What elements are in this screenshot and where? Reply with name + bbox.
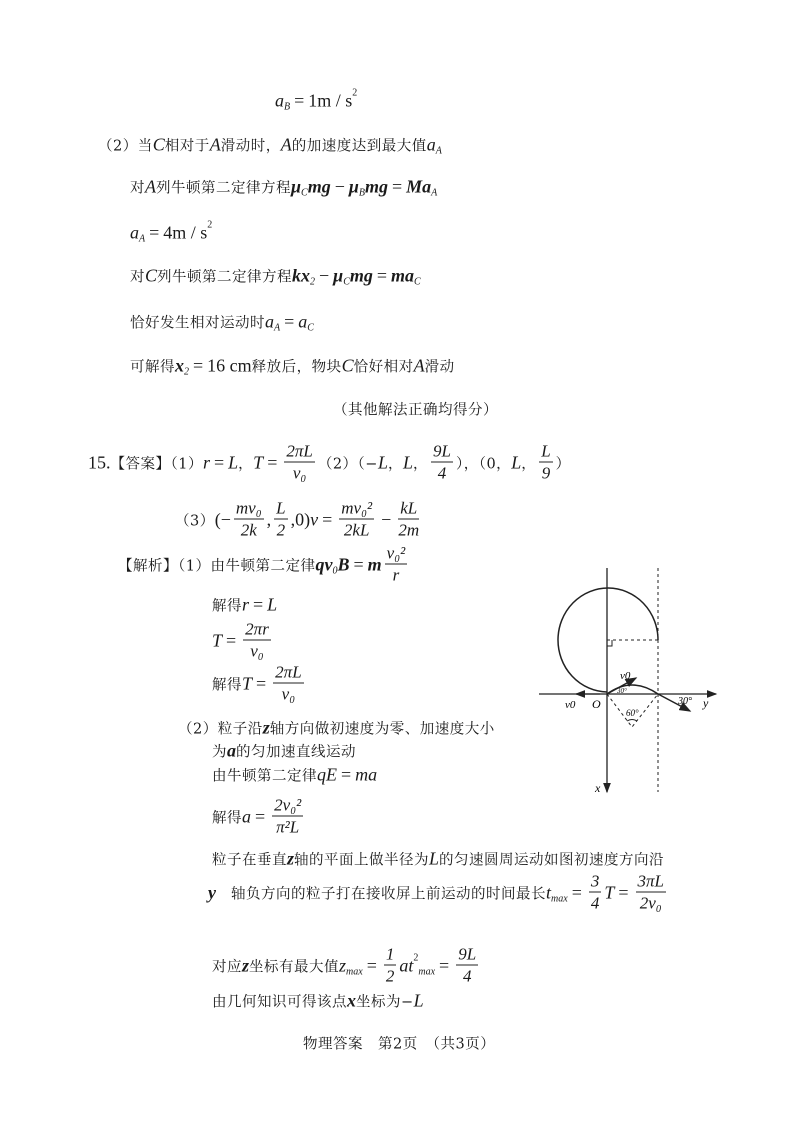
- math: A: [209, 134, 221, 155]
- math: −: [381, 509, 392, 530]
- math: a: [242, 806, 251, 827]
- text: ，: [387, 456, 403, 473]
- math: L: [413, 990, 424, 1011]
- math: kx: [292, 265, 311, 286]
- math: Ma: [406, 176, 432, 197]
- math: z: [287, 848, 295, 869]
- denominator: 2m: [398, 520, 420, 540]
- math: μ: [291, 176, 302, 197]
- math: −: [319, 265, 330, 286]
- math: 16 cm: [207, 355, 252, 376]
- math: at: [399, 955, 414, 976]
- text: （2）（−: [317, 456, 378, 473]
- text: 轴方向做初速度为零、加速度大小: [269, 721, 495, 738]
- math: max: [418, 966, 436, 978]
- math: C: [145, 265, 158, 286]
- text: 列牛顿第二定律方程: [157, 269, 293, 286]
- text: ）: [555, 456, 571, 473]
- math: a: [298, 311, 308, 332]
- text: 由几何知识可得该点: [212, 994, 347, 1011]
- text: 的加速度达到最大值: [291, 138, 427, 155]
- denominator: 4: [462, 966, 472, 986]
- text: 恰好相对: [353, 359, 414, 376]
- math: ma: [355, 764, 378, 785]
- math: =: [376, 265, 388, 286]
- text: 滑动: [424, 359, 455, 376]
- text: 对: [130, 269, 145, 286]
- text: ，: [521, 456, 537, 473]
- math: T: [242, 673, 253, 694]
- angle-60-label: 60°: [626, 708, 639, 718]
- text: 由牛顿第二定律: [212, 768, 317, 785]
- denominator: 4: [590, 893, 600, 913]
- math: 4m / s: [163, 222, 208, 243]
- math: L: [402, 452, 413, 473]
- math: x: [175, 355, 184, 376]
- math: C: [341, 355, 354, 376]
- math: A: [435, 145, 442, 157]
- math: m: [367, 554, 382, 575]
- angle-30-label-left: 30°: [617, 687, 627, 695]
- math: =: [256, 673, 267, 694]
- math: 2: [184, 366, 189, 378]
- math: x: [347, 990, 356, 1011]
- denominator: 2v₀: [639, 893, 662, 913]
- math: A: [274, 322, 281, 334]
- math: C: [414, 276, 421, 288]
- math: T: [604, 882, 615, 903]
- math: =: [255, 806, 266, 827]
- text: ），（0，: [455, 456, 512, 473]
- math: C: [152, 134, 165, 155]
- text: 为: [212, 744, 227, 761]
- math: B: [337, 554, 350, 575]
- v0-label: v0: [620, 670, 631, 682]
- denominator: v₀: [281, 684, 296, 704]
- text: 解得: [212, 677, 242, 694]
- numerator: v₀²: [386, 543, 406, 563]
- math: r: [242, 594, 250, 615]
- math: =: [193, 355, 204, 376]
- math: ma: [391, 265, 415, 286]
- text: 物理答案 第2页 （共3页）: [303, 1036, 496, 1053]
- math: B: [358, 187, 365, 199]
- numerator: 2πr: [245, 619, 269, 639]
- numerator: 3: [590, 871, 600, 891]
- math: z: [242, 955, 250, 976]
- numerator: mv₀: [235, 498, 262, 518]
- right-angle-mark: [607, 640, 612, 646]
- denominator: 9: [541, 463, 551, 483]
- denominator: 2: [276, 520, 286, 540]
- numerator: kL: [400, 498, 418, 518]
- math: qv: [315, 554, 333, 575]
- math: a: [265, 311, 274, 332]
- math: T: [212, 630, 223, 651]
- math: a: [275, 90, 284, 111]
- math: =: [618, 882, 629, 903]
- text: 释放后，物块: [251, 359, 342, 376]
- math: v: [310, 509, 319, 530]
- math: mg: [307, 176, 331, 197]
- numerator: 2πL: [286, 441, 313, 461]
- origin-label: O: [592, 697, 601, 711]
- math: mg: [349, 265, 373, 286]
- math: t: [546, 882, 552, 903]
- math: =: [253, 594, 264, 615]
- denominator: 2k: [240, 520, 257, 540]
- math: L: [267, 594, 278, 615]
- math: B: [284, 101, 291, 113]
- math: max: [346, 966, 363, 978]
- math: A: [413, 355, 425, 376]
- math: 15.: [88, 452, 111, 473]
- numerator: L: [276, 498, 286, 518]
- math: max: [551, 893, 568, 905]
- numerator: 2πL: [275, 662, 302, 682]
- math: =: [214, 452, 225, 473]
- text: 滑动时，: [220, 138, 281, 155]
- numerator: 1: [385, 944, 395, 964]
- y-axis-label: y: [703, 696, 709, 710]
- math: μ: [348, 176, 359, 197]
- math: 2: [352, 87, 358, 99]
- math: 2: [310, 276, 316, 288]
- math: =: [439, 955, 450, 976]
- text: 轴的平面上做半径为: [294, 852, 430, 869]
- angle-30-label-right: 30°: [678, 696, 692, 707]
- text: 可解得: [130, 359, 175, 376]
- numerator: 9L: [458, 944, 477, 964]
- math: mg: [364, 176, 388, 197]
- angle-60-mark: [627, 720, 637, 722]
- denominator: r: [392, 565, 400, 585]
- math: L: [377, 452, 388, 473]
- math: z: [262, 717, 270, 738]
- math: A: [145, 176, 156, 197]
- math: C: [307, 322, 314, 334]
- math: =: [294, 90, 305, 111]
- text: （2）当: [98, 138, 153, 155]
- math: y: [208, 882, 216, 903]
- math: L: [511, 452, 522, 473]
- math: =: [341, 764, 352, 785]
- math: =: [267, 452, 278, 473]
- math: qE: [317, 764, 337, 785]
- math: a: [130, 222, 139, 243]
- text: ，: [238, 456, 254, 473]
- math: ,: [266, 509, 272, 530]
- math: A: [139, 233, 146, 245]
- math: L: [429, 848, 440, 869]
- math: 2: [413, 952, 419, 964]
- numerator: 9L: [432, 441, 451, 461]
- math: a: [426, 134, 436, 155]
- math: A: [280, 134, 292, 155]
- math: (−: [214, 509, 231, 530]
- denominator: π²L: [276, 817, 300, 837]
- math: C: [301, 187, 308, 199]
- numerator: mv₀²: [341, 498, 373, 518]
- text: 坐标有最大值: [249, 959, 340, 976]
- numerator: L: [541, 441, 551, 461]
- math: T: [253, 452, 264, 473]
- v0-left-label: v0: [565, 699, 576, 711]
- text: 坐标为−: [356, 994, 414, 1011]
- x-axis-label: x: [595, 781, 601, 795]
- text: （3）: [175, 513, 215, 530]
- numerator: 2v₀²: [274, 795, 302, 815]
- math: r: [202, 452, 210, 473]
- text: 的匀加速直线运动: [236, 744, 356, 761]
- denominator: v₀: [250, 641, 264, 661]
- text: 粒子在垂直: [212, 852, 287, 869]
- text: 相对于: [164, 138, 210, 155]
- math: ,0): [290, 509, 311, 530]
- math: =: [366, 955, 377, 976]
- denominator: 2kL: [343, 520, 370, 540]
- math: =: [392, 176, 403, 197]
- math: 2: [207, 219, 213, 231]
- math: =: [149, 222, 160, 243]
- text: 的匀速圆周运动如图初速度方向沿: [439, 852, 665, 869]
- math: 0: [332, 565, 338, 577]
- math: 1m / s: [308, 90, 353, 111]
- math: =: [571, 882, 582, 903]
- numerator: 3πL: [637, 871, 664, 891]
- math: =: [226, 630, 237, 651]
- math: =: [322, 509, 333, 530]
- text: 【解析】（1）由牛顿第二定律: [118, 558, 316, 575]
- text: 恰好发生相对运动时: [130, 315, 265, 332]
- text: 解得: [212, 598, 242, 615]
- text: （其他解法正确均得分）: [333, 402, 498, 419]
- math: μ: [333, 265, 344, 286]
- denominator: 4: [437, 463, 447, 483]
- text: 对应: [212, 959, 242, 976]
- denominator: v₀: [292, 463, 307, 483]
- math: z: [339, 955, 347, 976]
- text: 列牛顿第二定律方程: [156, 180, 291, 197]
- math: C: [343, 276, 350, 288]
- math: −: [334, 176, 345, 197]
- text: 解得: [212, 810, 242, 827]
- text: ，: [412, 456, 428, 473]
- text: 对: [130, 180, 145, 197]
- text: （2）粒子沿: [178, 721, 263, 738]
- math: L: [228, 452, 239, 473]
- text: 轴负方向的粒子打在接收屏上前运动的时间最长: [216, 886, 546, 903]
- math: =: [284, 311, 295, 332]
- math: =: [353, 554, 364, 575]
- math: a: [227, 740, 236, 761]
- text: 【答案】（1）: [110, 456, 203, 473]
- math: A: [431, 187, 438, 199]
- denominator: 2: [385, 966, 395, 986]
